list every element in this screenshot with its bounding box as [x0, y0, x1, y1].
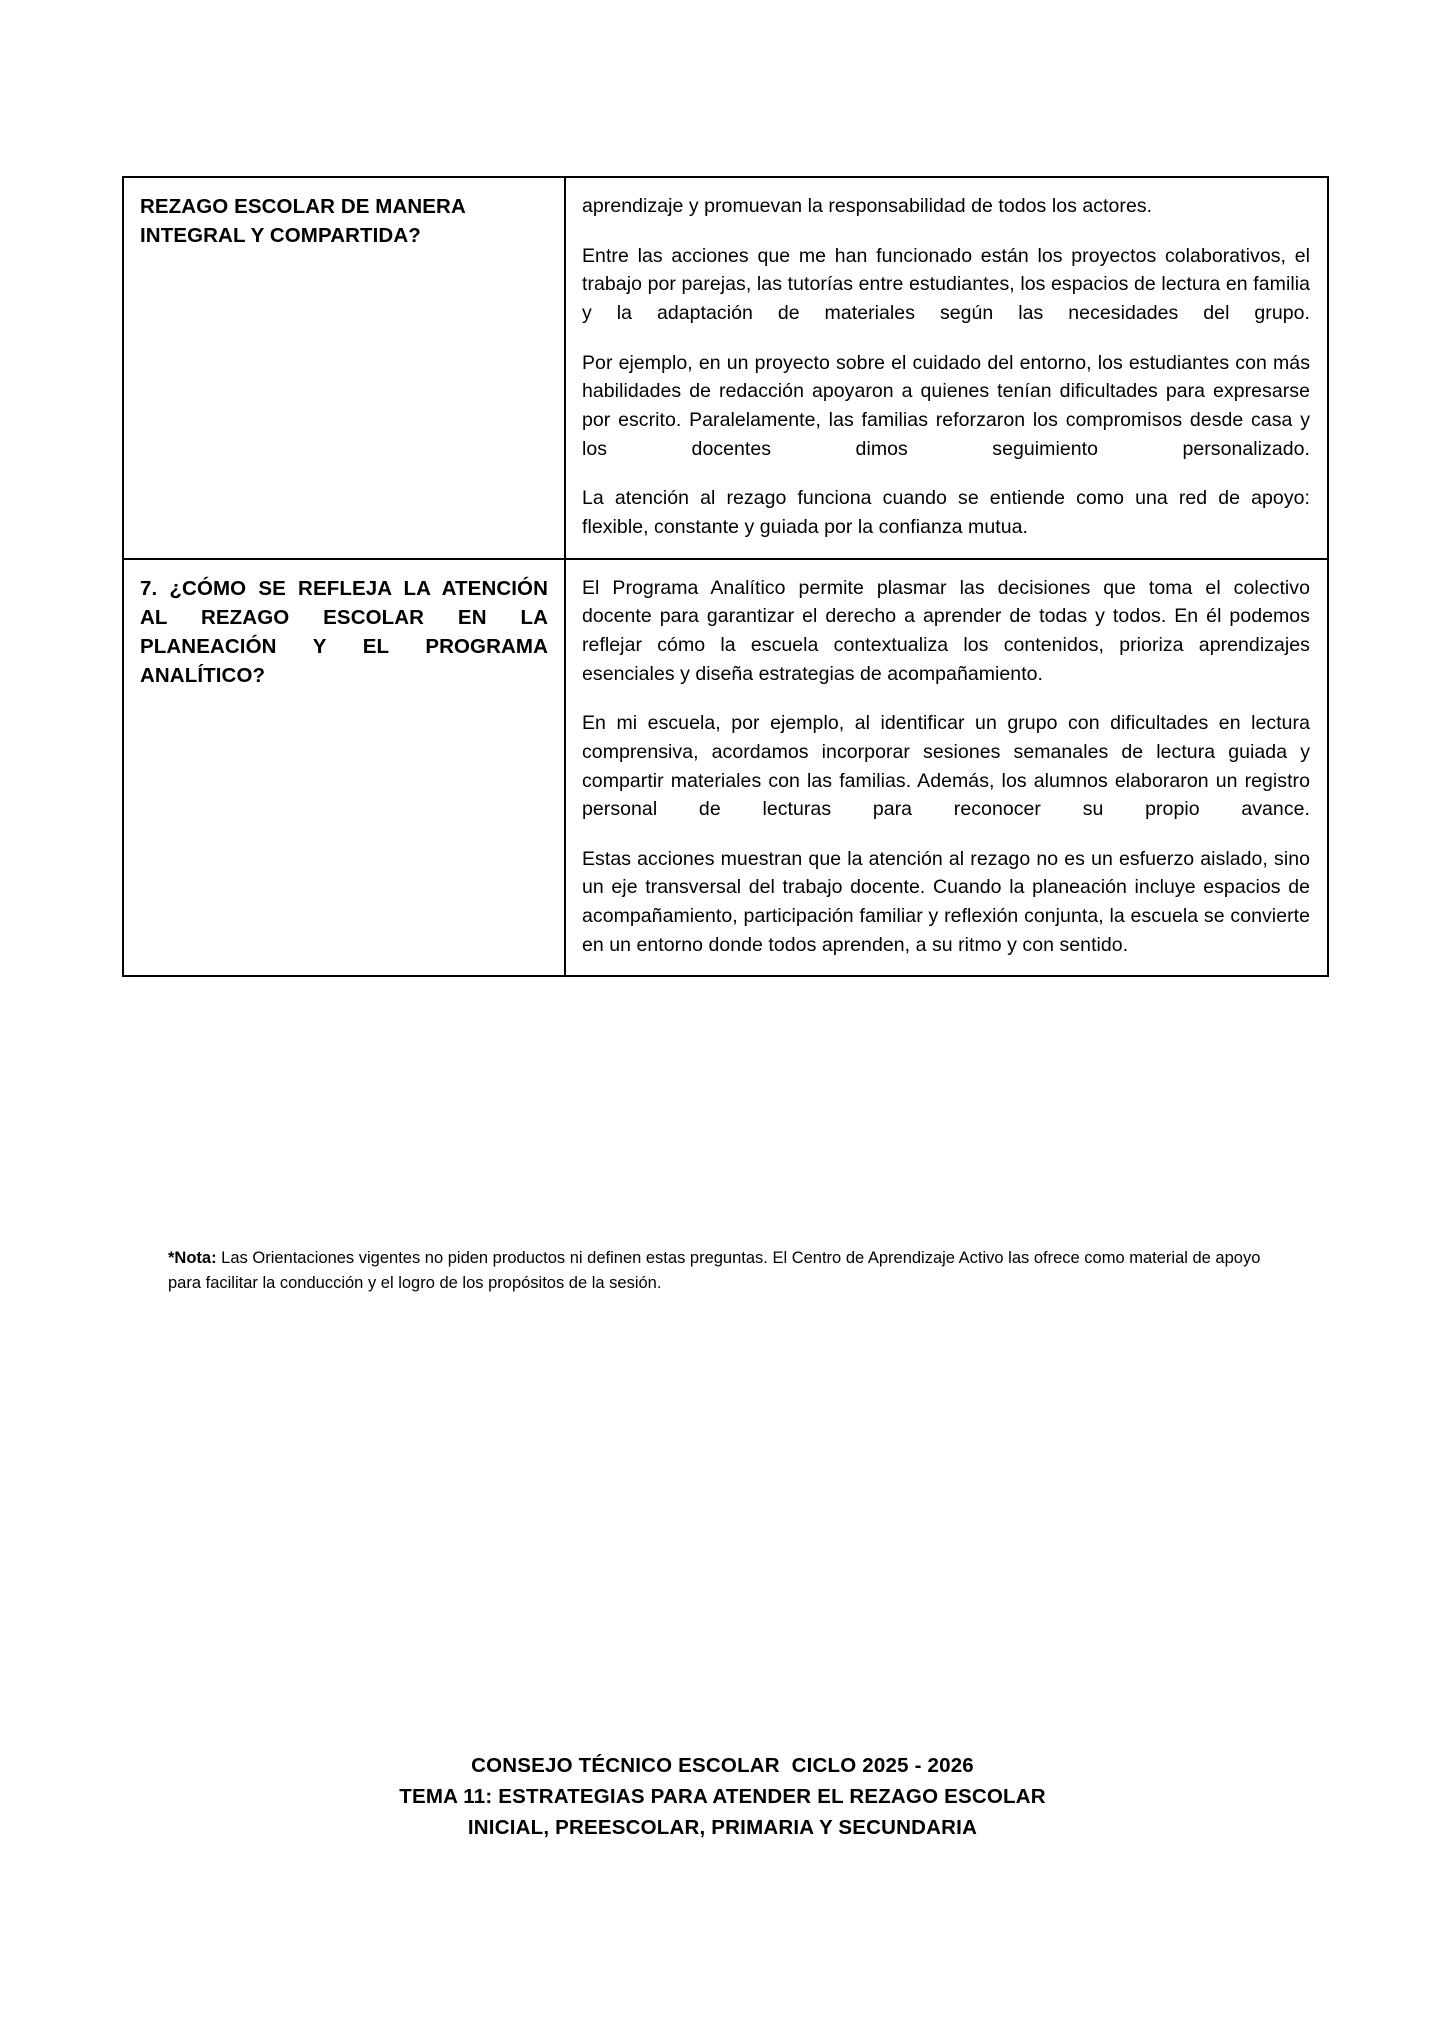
- question-cell-7: [123, 559, 565, 977]
- answer-paragraph: El Programa Analítico permite plasmar las decisiones que toma el colectivo docente para garantizar el derecho a aprender de todas y todos. En él podemos reflejar cómo la escuela contextualiza los contenidos, prioriza aprendizajes esenciales y diseña estrategias de acompañamiento.: [582, 576, 1310, 685]
- question-heading-continued: [140, 192, 548, 250]
- answer-cell-7: [565, 559, 1328, 977]
- page-footer: [0, 1750, 1445, 1843]
- answer-cell-content: [566, 560, 1327, 976]
- footer-line-3: INICIAL, PREESCOLAR, PRIMARIA Y SECUNDARIA: [467, 1816, 978, 1840]
- footnote: [168, 1246, 1268, 1296]
- footnote-label: *Nota:: [168, 1249, 217, 1267]
- question-heading-line2: INTEGRAL Y COMPARTIDA?: [140, 224, 421, 248]
- answer-cell-content: [566, 178, 1327, 558]
- answer-paragraph: Estas acciones muestran que la atención al rezago no es un esfuerzo aislado, sino un eje transversal del trabajo docente. Cuando la planeación incluye espacios de acompañamiento, participación familiar y reflexión conjunta, la escuela se convierte en un entorno donde todos aprenden, a su ritmo y con sentido.: [582, 847, 1310, 956]
- footnote-text: Las Orientaciones vigentes no piden productos ni definen estas preguntas. El Centro de Aprendizaje Activo las ofrece como material de apoyo para facilitar la conducción y el logro de los propósitos de la sesión.: [168, 1249, 1261, 1293]
- table-row: [123, 177, 1328, 559]
- question-cell-content: [124, 560, 564, 706]
- answer-paragraph: Entre las acciones que me han funcionado están los proyectos colaborativos, el trabajo por parejas, las tutorías entre estudiantes, los espacios de lectura en familia y la adaptación de materiales según las necesidades del grupo.: [582, 244, 1310, 324]
- question-cell-content: [124, 178, 564, 506]
- question-heading-line1: REZAGO ESCOLAR DE MANERA: [140, 195, 466, 218]
- answer-paragraph: Por ejemplo, en un proyecto sobre el cuidado del entorno, los estudiantes con más habilidades de redacción apoyaron a quienes tenían dificultades para expresarse por escrito. Paralelamente, las familias reforzaron los compromisos desde casa y los docentes dimos seguimiento personalizado.: [582, 351, 1310, 460]
- answer-cell-continued: [565, 177, 1328, 559]
- footer-line-2: TEMA 11: ESTRATEGIAS PARA ATENDER EL REZAGO ESCOLAR: [399, 1785, 1046, 1809]
- questions-answers-table: [122, 176, 1329, 977]
- footer-line-1: CONSEJO TÉCNICO ESCOLAR CICLO 2025 - 2026: [471, 1754, 974, 1777]
- question-heading-7: 7. ¿CÓMO SE REFLEJA LA ATENCIÓN AL REZAGO ESCOLAR EN LA PLANEACIÓN Y EL PROGRAMA ANALÍTICO?: [140, 576, 548, 687]
- answer-paragraph: La atención al rezago funciona cuando se entiende como una red de apoyo: flexible, constante y guiada por la confianza mutua.: [582, 487, 1310, 538]
- question-cell-continued: [123, 177, 565, 559]
- answer-paragraph: aprendizaje y promuevan la responsabilidad de todos los actores.: [582, 195, 1153, 217]
- answer-paragraph: En mi escuela, por ejemplo, al identificar un grupo con dificultades en lectura comprensiva, acordamos incorporar sesiones semanales de lectura guiada y compartir materiales con las familias. Además, los alumnos elaboraron un registro personal de lecturas para reconocer su propio avance.: [582, 712, 1310, 821]
- question-cell-spacer: [140, 250, 548, 490]
- table-row: [123, 559, 1328, 977]
